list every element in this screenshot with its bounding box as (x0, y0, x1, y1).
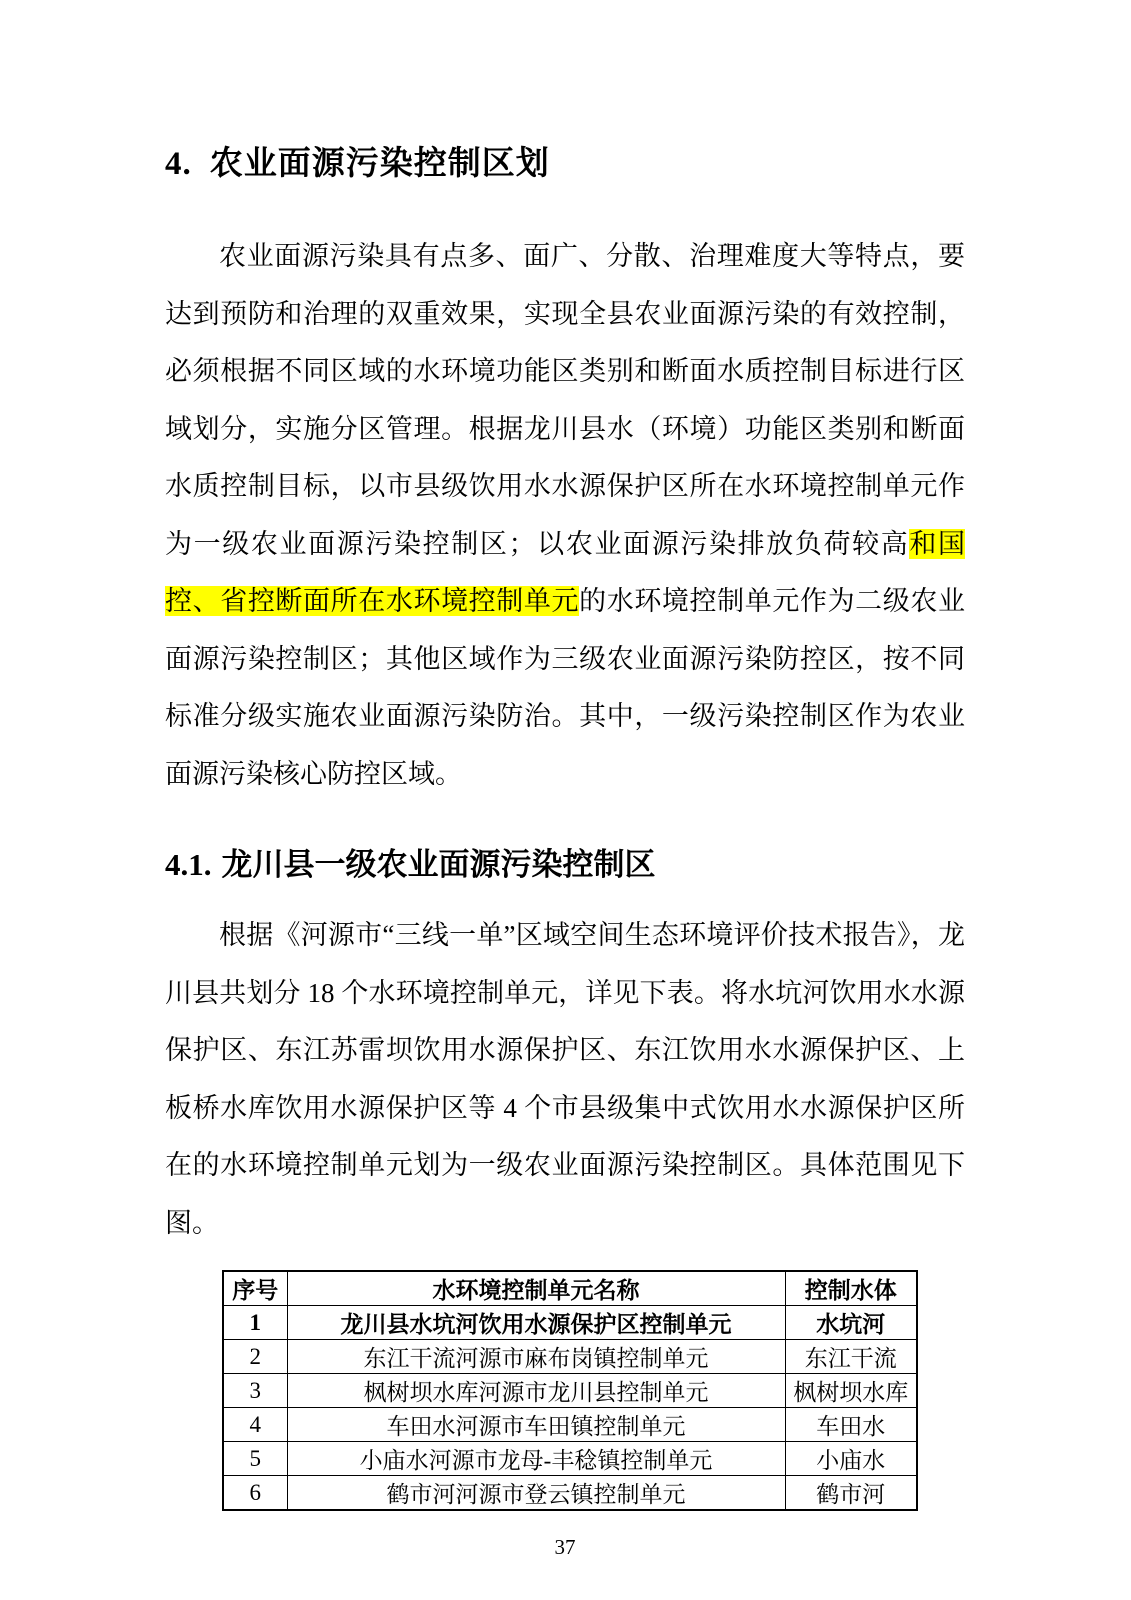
table-cell-water: 水坑河 (785, 1306, 917, 1340)
paragraph-2: 根据《河源市“三线一单”区域空间生态环境评价技术报告》，龙川县共划分 18 个水环境控制单元，详见下表。将水坑河饮用水水源保护区、东江苏雷坝饮用水源保护区、东江饮用水水源保护区、上板桥水库饮用水源保护区等 4 个市县级集中式饮用水水源保护区所在的水环境控制单元划为一级农业面源污染控制区。具体范围见下图。 (165, 920, 965, 1238)
header-cell-name: 水环境控制单元名称 (287, 1271, 785, 1306)
table-row (223, 1374, 917, 1408)
paragraph-1 (165, 228, 965, 803)
table-header-row (223, 1271, 917, 1306)
table-cell-no: 4 (223, 1408, 287, 1442)
table-row (223, 1306, 917, 1340)
paragraph-1-pre: 农业面源污染具有点多、面广、分散、治理难度大等特点，要达到预防和治理的双重效果，实现全县农业面源污染的有效控制，必须根据不同区域的水环境功能区类别和断面水质控制目标进行区域划分，实施分区管理。根据龙川县水（环境）功能区类别和断面水质控制目标，以市县级饮用水水源保护区所在水环境控制单元作为一级农业面源污染控制区；以农业面源污染排放负荷较高 (165, 241, 965, 559)
section-heading-text: 农业面源污染控制区划 (209, 146, 550, 182)
table-row (223, 1476, 917, 1511)
header-cell-water: 控制水体 (785, 1271, 917, 1306)
table-row (223, 1442, 917, 1476)
subsection-heading (165, 843, 965, 887)
table-cell-water: 枫树坝水库 (785, 1374, 917, 1408)
table-cell-no: 1 (223, 1306, 287, 1340)
table-cell-name: 车田水河源市车田镇控制单元 (287, 1408, 785, 1442)
table-cell-no: 3 (223, 1374, 287, 1408)
table-cell-water: 车田水 (785, 1408, 917, 1442)
table-body (223, 1306, 917, 1511)
table-cell-name: 小庙水河源市龙母-丰稔镇控制单元 (287, 1442, 785, 1476)
table-cell-no: 6 (223, 1476, 287, 1511)
table-cell-water: 东江干流 (785, 1340, 917, 1374)
section-heading-number: 4. (165, 146, 192, 182)
table-cell-water: 鹤市河 (785, 1476, 917, 1511)
table-cell-no: 5 (223, 1442, 287, 1476)
control-unit-table (222, 1270, 918, 1511)
table-cell-name: 枫树坝水库河源市龙川县控制单元 (287, 1374, 785, 1408)
highlighted-text: 和国控、省控断面所在水环境控制单元 (165, 528, 966, 616)
subsection-heading-text: 龙川县一级农业面源污染控制区 (221, 847, 656, 882)
header-cell-no: 序号 (223, 1271, 287, 1306)
page-number: 37 (554, 1535, 576, 1559)
paragraph-1-post: 的水环境控制单元作为二级农业面源污染控制区；其他区域作为三级农业面源污染防控区，按不同标准分级实施农业面源污染防治。其中，一级污染控制区作为农业面源污染核心防控区域。 (165, 586, 966, 789)
table-cell-name: 龙川县水坑河饮用水源保护区控制单元 (287, 1306, 785, 1340)
subsection-heading-number: 4.1. (165, 847, 212, 882)
table-cell-water: 小庙水 (785, 1442, 917, 1476)
table-cell-name: 东江干流河源市麻布岗镇控制单元 (287, 1340, 785, 1374)
table-cell-no: 2 (223, 1340, 287, 1374)
table-row (223, 1408, 917, 1442)
page-content (165, 0, 965, 1560)
table-cell-name: 鹤市河河源市登云镇控制单元 (287, 1476, 785, 1511)
table-row (223, 1340, 917, 1374)
section-heading (165, 142, 965, 186)
